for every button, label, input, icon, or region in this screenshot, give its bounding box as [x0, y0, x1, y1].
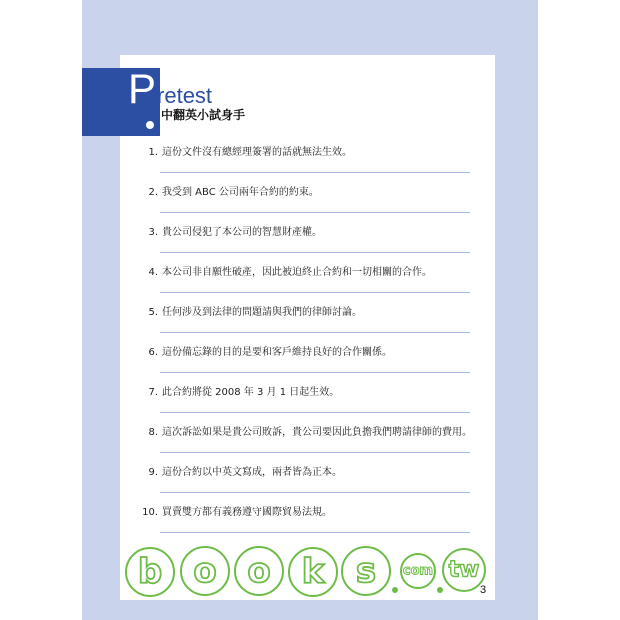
answer-line — [160, 172, 470, 173]
watermark-dot — [437, 587, 443, 593]
watermark-letter: b — [137, 552, 163, 592]
question-item — [138, 386, 478, 426]
watermark-bubble — [126, 548, 174, 596]
title-rest: retest — [157, 83, 213, 108]
watermark-bubble-com — [401, 554, 435, 588]
page-number: 3 — [480, 584, 487, 596]
answer-line — [160, 492, 470, 493]
question-number: 1. — [148, 147, 158, 158]
question-text: 這份文件沒有總經理簽署的話就無法生效。 — [162, 147, 352, 158]
watermark-letter: o — [193, 551, 217, 591]
watermark-bubble — [235, 547, 283, 595]
watermark-bubble — [181, 547, 229, 595]
question-text: 任何涉及到法律的問題請與我們的律師討論。 — [162, 307, 362, 318]
answer-line — [160, 252, 470, 253]
page-subtitle: 中翻英小試身手 — [161, 108, 246, 122]
question-text: 這份備忘錄的目的是要和客戶維持良好的合作關係。 — [162, 347, 392, 358]
answer-line — [160, 372, 470, 373]
question-text: 買賣雙方都有義務遵守國際貿易法規。 — [162, 507, 332, 518]
watermark-bubble — [289, 548, 337, 596]
question-text: 我受到 ABC 公司兩年合約的約束。 — [162, 187, 319, 198]
question-item — [138, 466, 478, 506]
title-dot — [146, 121, 154, 129]
question-number: 7. — [148, 387, 158, 398]
title-initial: P — [128, 65, 157, 112]
question-item — [138, 346, 478, 386]
watermark-tw: tw — [448, 557, 480, 583]
watermark-com: com — [402, 563, 434, 579]
question-number: 8. — [148, 427, 158, 438]
watermark-logo — [120, 540, 500, 606]
question-item — [138, 226, 478, 266]
answer-line — [160, 332, 470, 333]
question-text: 貴公司侵犯了本公司的智慧財產權。 — [162, 227, 322, 238]
answer-line — [160, 212, 470, 213]
question-item — [138, 426, 478, 466]
answer-line — [160, 532, 470, 533]
question-number: 2. — [148, 187, 158, 198]
question-number: 6. — [148, 347, 158, 358]
question-number: 9. — [148, 467, 158, 478]
question-number: 10. — [142, 507, 158, 518]
answer-line — [160, 292, 470, 293]
watermark-letter: k — [301, 552, 325, 592]
answer-line — [160, 452, 470, 453]
watermark-letter: o — [247, 551, 271, 591]
question-text: 這份合約以中英文寫成，兩者皆為正本。 — [162, 467, 342, 478]
question-text: 此合約將從 2008 年 3 月 1 日起生效。 — [162, 387, 340, 398]
question-number: 4. — [148, 267, 158, 278]
watermark-letter: s — [355, 551, 377, 591]
watermark-dot — [392, 587, 398, 593]
question-number: 5. — [148, 307, 158, 318]
question-item — [138, 186, 478, 226]
question-item — [138, 146, 478, 186]
answer-line — [160, 412, 470, 413]
question-text: 這次訴訟如果是貴公司敗訴，貴公司要因此負擔我們聘請律師的費用。 — [162, 427, 472, 438]
question-item — [138, 306, 478, 346]
watermark-bubble-tw — [443, 549, 485, 591]
watermark-bubble — [342, 547, 390, 595]
question-list — [138, 146, 478, 546]
question-item — [138, 266, 478, 306]
question-number: 3. — [148, 227, 158, 238]
question-text: 本公司非自願性破產，因此被迫終止合約和一切相關的合作。 — [162, 267, 432, 278]
